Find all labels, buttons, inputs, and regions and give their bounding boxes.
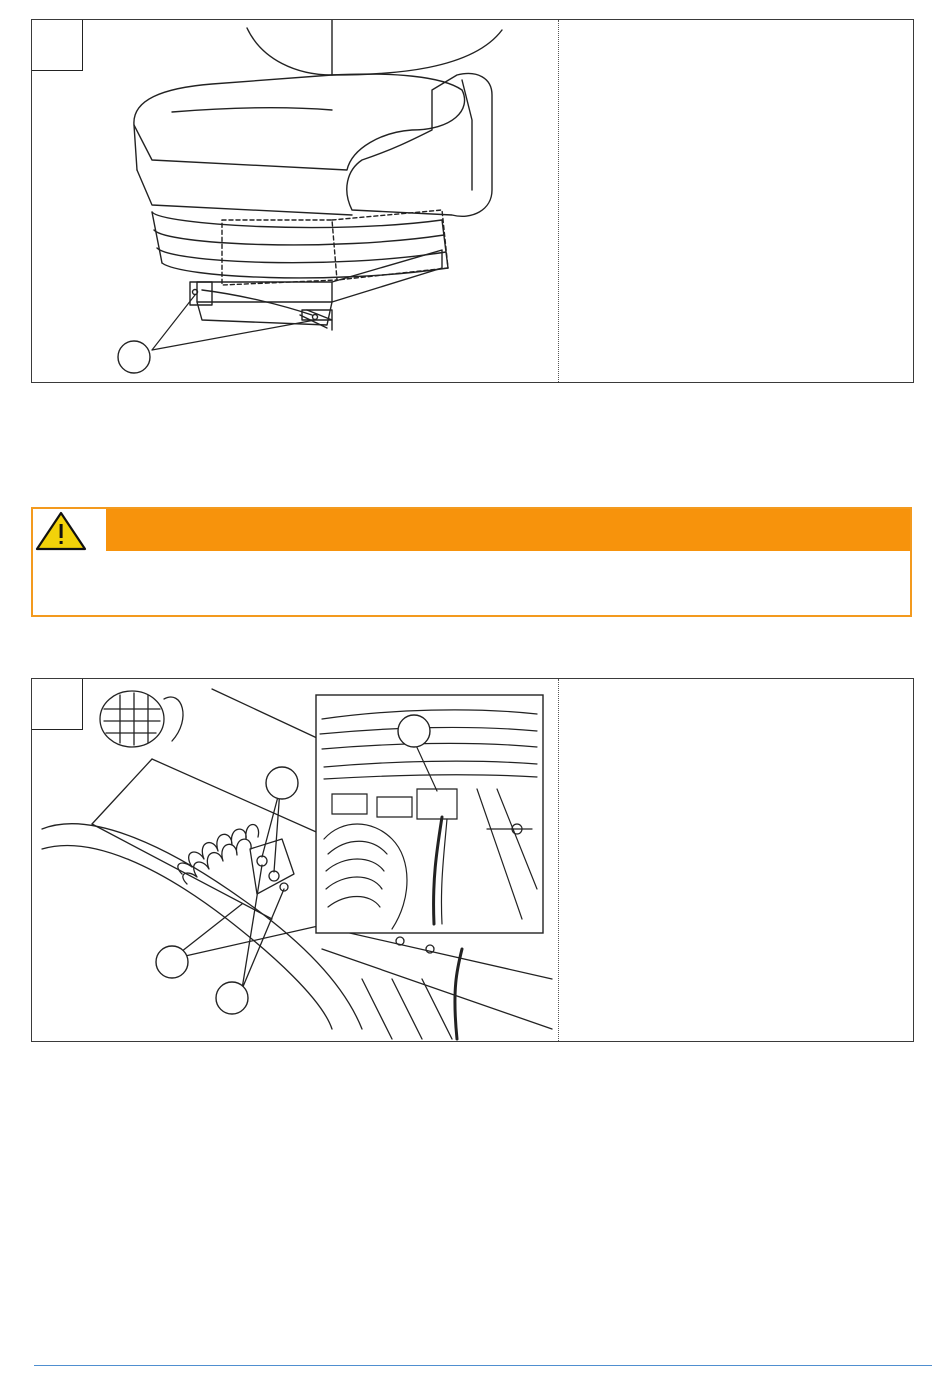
warning-header-bar xyxy=(106,509,910,551)
warning-box xyxy=(31,507,912,617)
callout-circle xyxy=(118,341,150,373)
step-number-box xyxy=(32,20,83,71)
warning-icon-cell xyxy=(33,509,106,551)
cab-floor-illustration xyxy=(32,679,559,1041)
step-number-box xyxy=(32,679,83,730)
step-instruction-text xyxy=(559,20,913,382)
warning-triangle-icon xyxy=(33,509,106,551)
cab-floor-drawing xyxy=(32,679,558,1041)
step-2-panel xyxy=(31,678,914,1042)
seat-base-illustration xyxy=(32,20,559,382)
seat-drawing xyxy=(32,20,558,382)
step-instruction-text xyxy=(559,679,913,1041)
step-1-panel xyxy=(31,19,914,383)
footer-rule xyxy=(34,1365,932,1366)
inset-detail xyxy=(316,695,543,933)
